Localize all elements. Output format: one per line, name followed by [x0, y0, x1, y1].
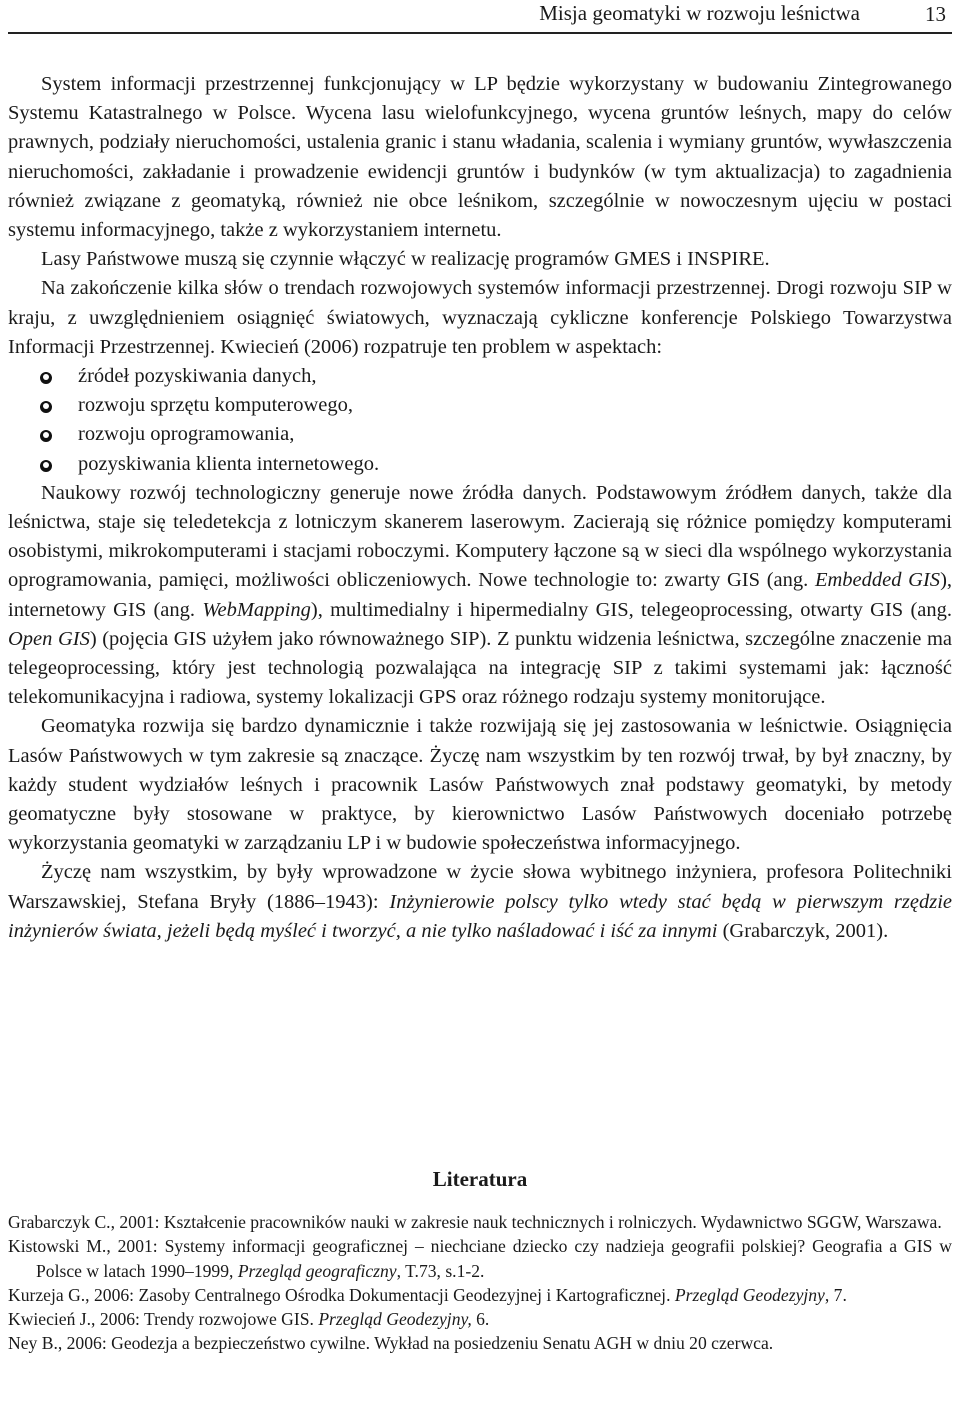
paragraph-6: Życzę nam wszystkim, by były wprowadzone w życie słowa wybitnego inżyniera, profesora Politechniki Warszawskiej, Stefana Bryły (1886–1943): Inżynierowie polscy tylko wtedy stać będą w pierwszym rzędzie inżynierów świata, jeżeli będą myśleć i tworzyć, a nie tylko naśladować i iść za innymi (Grabarczyk, 2001).	[8, 861, 952, 942]
aspects-list	[8, 362, 952, 479]
reference-item: Kistowski M., 2001: Systemy informacji geograficznej – niechciane dziecko czy nadzieja geografii polskiej? Geografia a GIS w Polsce w latach 1990–1999, Przegląd geograficzny, T.73, s.1-2.	[8, 1236, 952, 1281]
body-text	[8, 70, 952, 946]
page-header	[8, 0, 952, 34]
term-embedded-gis: Embedded GIS	[814, 569, 941, 592]
paragraph-1: System informacji przestrzennej funkcjonujący w LP będzie wykorzystany w budowaniu Zintegrowanego Systemu Katastralnego w Polsce. Wycena lasu wielofunkcyjnego, wycena gruntów leśnych, mapy do celów prawnych, podziały nieruchomości, ustalenia granic i stanu władania, scalenia i wymiany gruntów, wywłaszczenia nieruchomości, zakładanie i prowadzenie ewidencji gruntów i budynków (w tym aktualizacja) to zagadnienia również związane z geomatyką, również nie obce leśnikom, szczególnie w nowoczesnym ujęciu w postaci systemu informacyjnego, także z wykorzystaniem internetu.	[8, 73, 952, 242]
running-title: Misja geomatyki w rozwoju leśnictwa	[539, 1, 860, 25]
paragraph-4: Naukowy rozwój technologiczny generuje nowe źródła danych. Podstawowym źródłem danych, także dla leśnictwa, staje się teledetekcja z lotniczym skanerem laserowym. Zacierają się różnice pomiędzy komputerami osobistymi, mikrokomputerami i stacjami roboczymi. Komputery łączone są w sieci dla wspólnego wykorzystania oprogramowania, pamięci, możliwości obliczeniowych. Nowe technologie to: zwarty GIS (ang. Embedded GIS), internetowy GIS (ang. WebMapping), multimedialny i hipermedialny GIS, telegeoprocessing, otwarty GIS (ang. Open GIS) (pojęcia GIS użyłem jako równoważnego SIP). Z punktu widzenia leśnictwa, szczególne znaczenie ma telegeoprocessing, który jest technologią pozwalająca na integrację SIP z takimi systemami jak: łączność telekomunikacyjna i radiowa, systemy lokalizacji GPS oraz różnego rodzaju systemy monitorujące.	[8, 481, 953, 709]
reference-item: Grabarczyk C., 2001: Kształcenie pracowników nauki w zakresie nauk technicznych i rolniczych. Wydawnictwo SGGW, Warszawa.	[8, 1212, 942, 1232]
references-heading: Literatura	[432, 1167, 528, 1191]
paragraph-5: Geomatyka rozwija się bardzo dynamicznie i także rozwijają się jej zastosowania w leśnictwie. Osiągnięcia Lasów Państwowych w tym zakresie są znaczące. Życzę nam wszystkim by ten rozwój trwał, by był znaczny, by każdy student wydziałów leśnych i pracownik Lasów Państwowych znał podstawy geomatyki, by metody geomatyczne były stosowane w praktyce, by kierownictwo Lasów Państwowych doceniało potrzebę wykorzystania geomatyki w zarządzaniu LP i w budowie społeczeństwa informacyjnego.	[8, 715, 952, 855]
term-webmapping: WebMapping	[202, 598, 311, 621]
term-open-gis: Open GIS	[8, 627, 90, 650]
paragraph-2: Lasy Państwowe muszą się czynnie włączyć w realizację programów GMES i INSPIRE.	[41, 248, 770, 271]
references-list	[8, 1210, 952, 1356]
quote: Inżynierowie polscy tylko wtedy stać będą w pierwszym rzędzie inżynierów świata, jeżeli będą myśleć i tworzyć, a nie tylko naśladować i iść za innymi	[8, 890, 952, 942]
reference-item: Ney B., 2006: Geodezja a bezpieczeństwo cywilne. Wykład na posiedzeniu Senatu AGH w dniu 20 czerwca.	[8, 1333, 774, 1354]
reference-item: Kwiecień J., 2006: Trendy rozwojowe GIS. Przegląd Geodezyjny, 6.	[8, 1309, 490, 1330]
list-item: rozwoju sprzętu komputerowego,	[78, 394, 353, 417]
reference-item: Kurzeja G., 2006: Zasoby Centralnego Ośrodka Dokumentacji Geodezyjnej i Kartograficznej. Przegląd Geodezyjny, 7.	[8, 1284, 847, 1305]
list-item: pozyskiwania klienta internetowego.	[78, 452, 380, 475]
page-number: 13	[925, 2, 946, 26]
list-item: rozwoju oprogramowania,	[78, 423, 295, 446]
list-item: źródeł pozyskiwania danych,	[78, 365, 317, 388]
paragraph-3: Na zakończenie kilka słów o trendach rozwojowych systemów informacji przestrzennej. Drogi rozwoju SIP w kraju, z uwzględnieniem osiągnięć światowych, wyznaczają cykliczne konferencje Polskiego Towarzystwa Informacji Przestrzennej. Kwiecień (2006) rozpatruje ten problem w aspektach:	[8, 277, 952, 358]
